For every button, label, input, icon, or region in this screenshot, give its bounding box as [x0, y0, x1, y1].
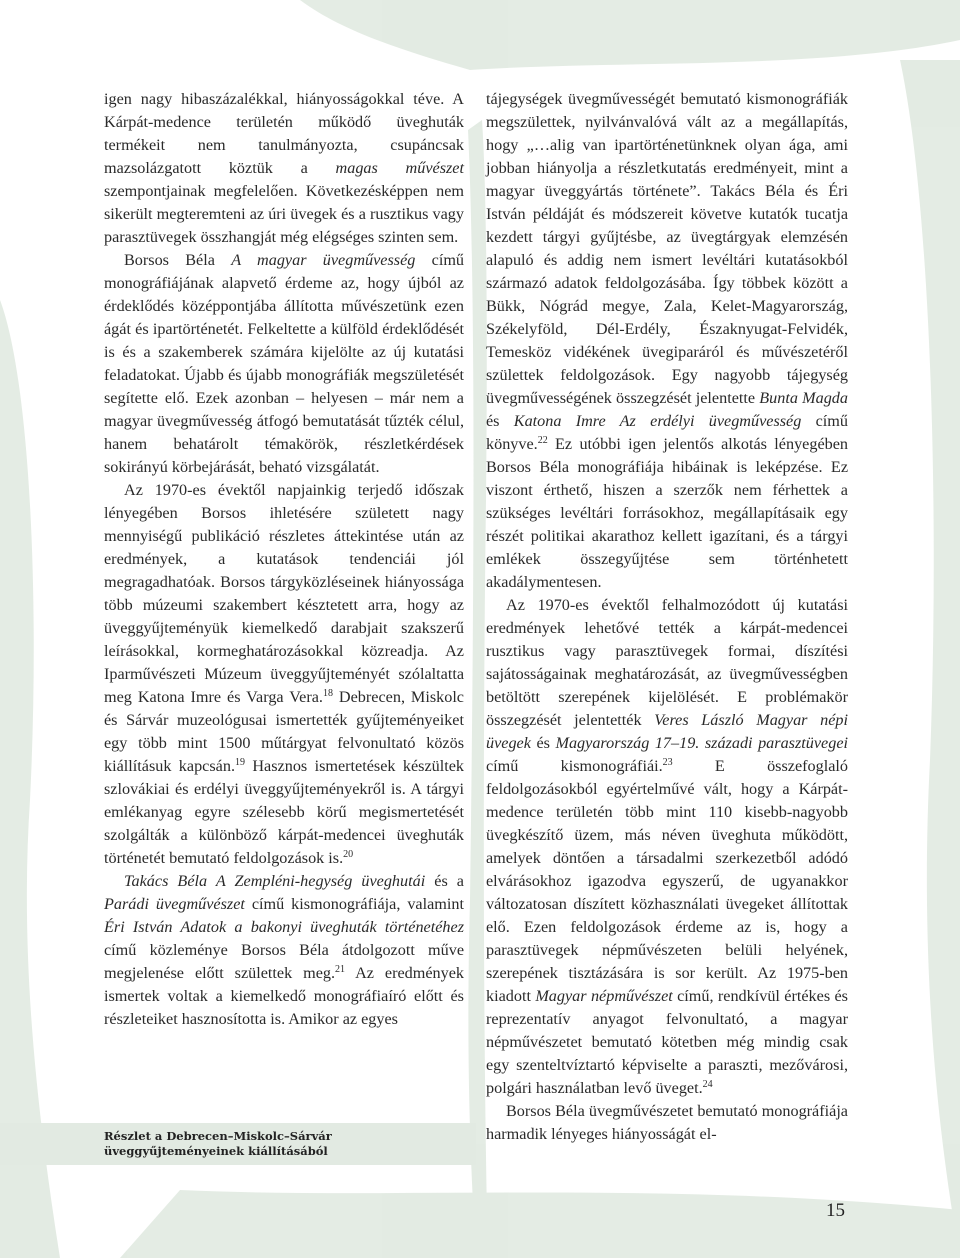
bg-shape-center-band: [468, 120, 488, 1258]
paragraph: Az 1970-es évektől felhalmozódott új kutatási eredmények lehetővé tették a kárpát-medencei rusztikus vagy parasztüvegek formai, díszítési sajátosságainak meghatározását, az üvegművességben betöltött szerepének kijelölését. E problémakör összegzését jelentették Veres László Magyar népi üvegek és Magyarország 17–19. századi parasztüvegei című kismonográfiái.$^{23}$ E összefoglaló feldolgozásokból egyértelművé vált, hogy a Kárpát-medence területén több mint 110 kisebb-nagyobb üvegkészítő üzem, más néven üveghuta működött, amelyek döntően a társadalmi szerkezetből adódó elvárásokhoz igazodva egyszerű, de ugyanakkor változatosan díszített közhasználati üvegeket állítottak elő. Ezen feldolgozások érdeme az is, hogy a parasztüvegek népművészeten belüli helyének, szerepének tisztázására is sor került. Az 1975-ben kiadott Magyar népművészet című, rendkívül értékes és reprezentatív anyagot felvonultató, a magyar népművészetet bemutató kötetben még mindig csak egy szenteltvíztartó képviselte a paraszti, mezővárosi, polgári használatban levő üveget.$^{24}$: [486, 596, 848, 1097]
footnote-ref: 18: [322, 688, 333, 699]
footnote-ref: 19: [235, 757, 245, 768]
footnote-ref: 22: [537, 435, 548, 446]
paragraph: Az 1970-es évektől napjainkig terjedő időszak lényegében Borsos ihletésére született nagy mennyiségű publikáció részletes áttekintése után az eredmények, a kutatások tendenciái jól megragadhatóak. Borsos tárgyközléseinek hiányossága több múzeumi szakembert késztetett arra, hogy az üveggyűjteményük kiemelkedő darabjait szakszerű leírásokkal, kormeghatározásokkal közreadja. Az Iparművészeti Múzeum üveggyűjteményét szólaltatta meg Katona Imre és Varga Vera.$^{18}$ Debrecen, Miskolc és Sárvár muzeológusai ismertették gyűjteményeiket egy több mint 1500 műtárgyat felvonultató közös kiállításuk kapcsán.$^{19}$ Hasznos ismertetések készültek szlovákiai és erdélyi üveggyűjteményekről is. A tárgyi emlékanyag egyre szélesebb körű megismertetését szolgálták a különböző kárpát-medencei üveghuták történetét bemutató feldolgozások is.$^{20}$: [104, 481, 464, 867]
left-column: [104, 88, 464, 1031]
paragraph: Borsos Béla üvegművészetet bemutató monográfiája harmadik lényeges hiányosságát el-: [486, 1102, 848, 1143]
paragraph: tájegységek üvegművességét bemutató kismonográfiák megszülettek, nyilvánvalóvá vált az a megállapítás, hogy „…alig van ipartörténetünknek olyan ága, ami jobban hiányolja a részletkutatás eredményeit, mint a magyar üveggyártás története”. Takács Béla és Éri István példáját és módszereit követve kutatók tucatja kezdett tárgyi gyűjtésbe, az üvegtárgyak elemzésén alapuló és addig nem ismert levéltári kutatásokból származó adatok feldolgozásába. Így többek között a Bükk, Nógrád megye, Zala, Kelet-Magyarország, Székelyföld, Dél-Erdély, Északnyugat-Felvidék, Temesköz vidékének üvegiparáról és művészetéről születtek feldolgozások. Egy nagyobb tájegység üvegművességének összegzését jelentette Bunta Magda és Katona Imre Az erdélyi üvegművesség című könyve.$^{22}$ Ez utóbbi igen jelentős alkotás lényegében Borsos Béla monográfiája hibáinak is leképzése. Ez viszont érthető, hiszen a szerzők nem férhettek a szükséges levéltári forrásokhoz, megállapításaik egy részét politikai akarathoz kellett igazítani, és a tárgyi emlékek összegyűjtése sem történhetett akadálymentesen.: [486, 90, 848, 591]
right-column: [486, 88, 848, 1146]
footnote-ref: 21: [335, 964, 346, 975]
footnote-ref: 20: [343, 849, 354, 860]
footnote-ref: 23: [662, 757, 673, 768]
bg-shape-top: [300, 0, 960, 70]
paragraph: Takács Béla A Zempléni-hegység üveghutái és a Parádi üvegművészet című kismonográfiája, valamint Éri István Adatok a bakonyi üveghuták történetéhez című közleménye Borsos Béla átdolgozott műve megjelenése előtt születtek meg.$^{21}$ Az eredmények ismertek voltak a kiemelkedő monográfiaíró előtt és részleteiket hasznosította is. Amikor az egyes: [104, 872, 465, 1028]
image-caption: Részlet a Debrecen–Miskolc–Sárvár üveggyűjteményeinek kiállításából: [104, 1129, 332, 1158]
bg-shape-left-band: [0, 300, 60, 1258]
bg-shape-right-band: [900, 60, 960, 1258]
paragraph: Borsos Béla A magyar üvegművesség című monográfiájának alapvető érdeme az, hogy újból az érdeklődés középpontjába állította művészetünk ezen ágát és ipartörténetét. Felkeltette a külföld érdeklődését is és a szakemberek számára kijelölte az új kutatási feladatokat. Újabb és újabb monográfiák megszületését segítette elő. Ezek azonban – helyesen – már nem a magyar üvegművesség átfogó bemutatását tűzték célul, hanem behatárolt témakörök, részletkérdések sokirányú körbejárását, beható vizsgálatát.: [104, 251, 465, 476]
footnote-ref: 24: [702, 1079, 713, 1090]
page-number: 15: [826, 1200, 845, 1221]
paragraph: igen nagy hibaszázalékkal, hiányosságokkal téve. A Kárpát-medence területén működő üveghuták termékeit nem tanulmányozta, csupáncsak mazsolázgatott köztük a magas művészet szempontjainak megfelelően. Következésképpen nem sikerült megteremteni az úri üvegek és a rusztikus vagy parasztüvegek összhangját még elégséges szinten sem.: [104, 90, 464, 246]
